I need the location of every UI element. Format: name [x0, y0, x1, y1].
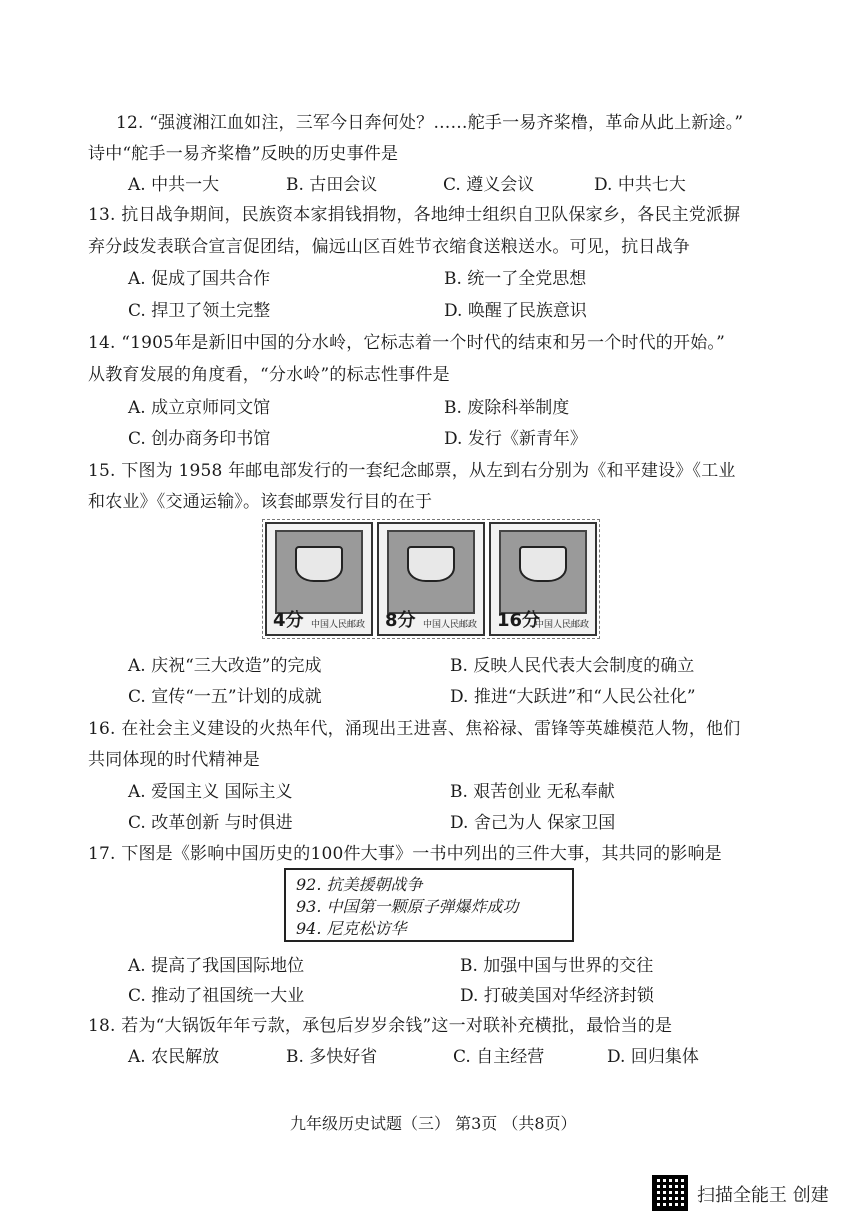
q15-option-c: C. 宣传“一五”计划的成就 — [128, 687, 322, 707]
q15-option-d: D. 推进“大跃进”和“人民公社化” — [450, 687, 696, 707]
q16-option-b: B. 艰苦创业 无私奉献 — [450, 782, 615, 802]
q17-option-b: B. 加强中国与世界的交往 — [460, 956, 654, 976]
stamp-country: 中国人民邮政 — [310, 620, 365, 630]
q12-option-d: D. 中共七大 — [594, 175, 686, 195]
q13-stem-line2: 弃分歧发表联合宣言促团结，偏远山区百姓节衣缩食送粮送水。可见，抗日战争 — [88, 237, 690, 257]
event-item: 94. 尼克松访华 — [296, 919, 407, 938]
stamp-set-figure — [262, 519, 600, 639]
stamp-country: 中国人民邮政 — [422, 620, 477, 630]
events-box — [284, 868, 574, 942]
q12-option-b: B. 古田会议 — [286, 175, 378, 195]
event-item: 92. 抗美援朝战争 — [296, 875, 423, 894]
q13-option-a: A. 促成了国共合作 — [128, 269, 271, 289]
q13-option-b: B. 统一了全党思想 — [444, 269, 587, 289]
q18-option-a: A. 农民解放 — [128, 1047, 220, 1067]
q16-option-d: D. 舍己为人 保家卫国 — [450, 813, 616, 833]
q18-option-c: C. 自主经营 — [453, 1047, 545, 1067]
q13-option-d: D. 唤醒了民族意识 — [444, 301, 587, 321]
q15-stem-line2: 和农业》《交通运输》。该套邮票发行目的在于 — [88, 492, 433, 512]
page-footer: 九年级历史试题（三） 第3页 （共8页） — [290, 1114, 577, 1133]
q15-option-b: B. 反映人民代表大会制度的确立 — [450, 656, 695, 676]
q18-stem-line1: 18. 若为“大锅饭年年亏款，承包后岁岁余钱”这一对联补充横批，最恰当的是 — [88, 1016, 673, 1036]
q17-option-a: A. 提高了我国国际地位 — [128, 956, 305, 976]
stamp-denomination: 4分 — [273, 610, 304, 631]
q16-option-c: C. 改革创新 与时俱进 — [128, 813, 293, 833]
qr-code-icon — [652, 1175, 688, 1211]
stamp-country: 中国人民邮政 — [534, 620, 589, 630]
q14-option-b: B. 废除科举制度 — [444, 398, 570, 418]
q15-stem-line1: 15. 下图为 1958 年邮电部发行的一套纪念邮票，从左到右分别为《和平建设》《工业 — [88, 461, 736, 481]
q18-option-d: D. 回归集体 — [607, 1047, 699, 1067]
q17-option-d: D. 打破美国对华经济封锁 — [460, 986, 654, 1006]
stamp-denomination: 16分 — [497, 610, 541, 631]
q18-option-b: B. 多快好省 — [286, 1047, 378, 1067]
stamp-industry-agriculture — [377, 522, 485, 636]
scanner-watermark: 扫描全能王 创建 — [697, 1185, 829, 1206]
emblem-icon — [519, 546, 566, 581]
q13-option-c: C. 捍卫了领土完整 — [128, 301, 271, 321]
q15-option-a: A. 庆祝“三大改造”的完成 — [128, 656, 322, 676]
event-item: 93. 中国第一颗原子弹爆炸成功 — [296, 897, 519, 916]
stamp-transportation — [489, 522, 597, 636]
q14-option-c: C. 创办商务印书馆 — [128, 429, 271, 449]
q12-stem-line2: 诗中“舵手一易齐桨橹”反映的历史事件是 — [88, 144, 399, 164]
q16-stem-line2: 共同体现的时代精神是 — [88, 750, 260, 770]
q16-stem-line1: 16. 在社会主义建设的火热年代，涌现出王进喜、焦裕禄、雷锋等英雄模范人物，他们 — [88, 719, 741, 739]
q13-stem-line1: 13. 抗日战争期间，民族资本家捐钱捐物，各地绅士组织自卫队保家乡，各民主党派摒 — [88, 205, 741, 225]
q17-stem-line1: 17. 下图是《影响中国历史的100件大事》一书中列出的三件大事，其共同的影响是 — [88, 844, 722, 864]
q12-option-c: C. 遵义会议 — [443, 175, 535, 195]
q12-stem-line1: 12. “强渡湘江血如注，三军今日奔何处？……舵手一易齐桨橹，革命从此上新途。” — [116, 113, 744, 133]
q14-option-a: A. 成立京师同文馆 — [128, 398, 271, 418]
emblem-icon — [295, 546, 342, 581]
q14-stem-line1: 14. “1905年是新旧中国的分水岭，它标志着一个时代的结束和另一个时代的开始。” — [88, 333, 725, 353]
q12-option-a: A. 中共一大 — [128, 175, 220, 195]
q17-option-c: C. 推动了祖国统一大业 — [128, 986, 305, 1006]
q16-option-a: A. 爱国主义 国际主义 — [128, 782, 293, 802]
emblem-icon — [407, 546, 454, 581]
stamp-peaceful-construction — [265, 522, 373, 636]
q14-option-d: D. 发行《新青年》 — [444, 429, 587, 449]
q14-stem-line2: 从教育发展的角度看，“分水岭”的标志性事件是 — [88, 365, 450, 385]
stamp-denomination: 8分 — [385, 610, 416, 631]
